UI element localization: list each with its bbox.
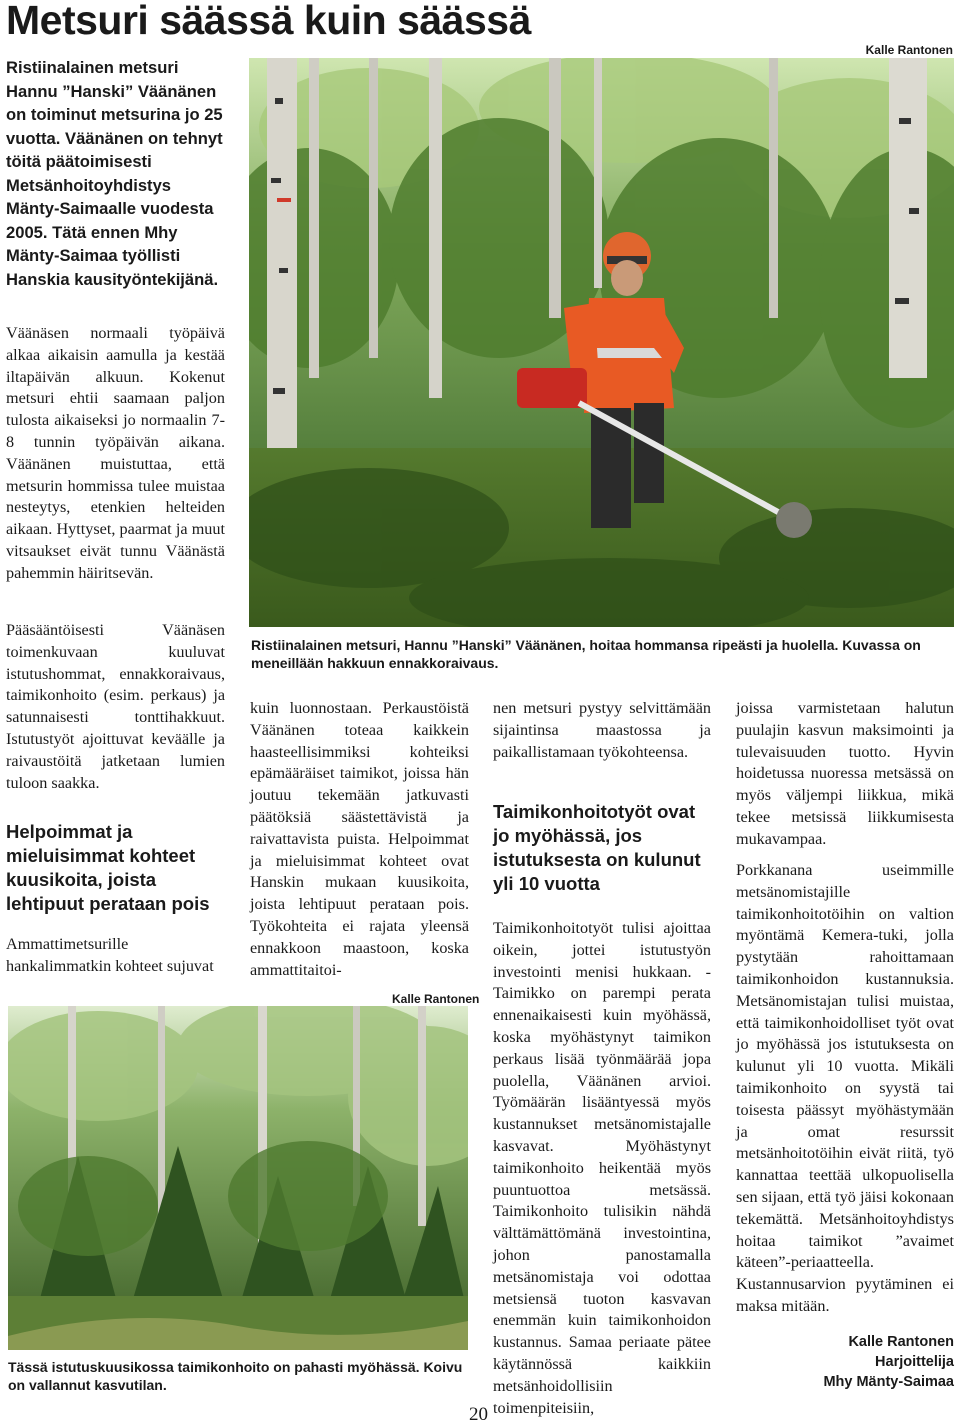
- author-role: Harjoittelija: [875, 1354, 954, 1370]
- author-name: Kalle Rantonen: [848, 1334, 954, 1350]
- photo-1-credit: Kalle Rantonen: [865, 43, 953, 57]
- column-3-paragraph-2: Taimikonhoitotyöt tulisi ajoittaa oikein, jottei istutustyön investointi menisi hukkaan. -Taimikko on parempi perata ennenaikaisesti kuin myöhässä, koska myöhästynyt taimikon perkaus lisää työnmäärää jopa puolella, Väänänen arvioi. Työmäärän lisääntyessä myös kustannukset metsänomistajalle kasvavat. Myöhästynyt taimikonhoito heikentää myös puuntuottoa metsässä. Taimikonhoito tulisikin nähdä välttämättömänä investointina, johon panostamalla metsänomistaja voi odottaa metsiensä tuoton kasvavan enemmän kuin taimikonhoidon kustannus. Samaa periaate pätee käytännössä kaikkiin metsänhoidollisiin toimenpiteisiin,: [493, 919, 711, 1417]
- column-3-paragraph-1: nen metsuri pystyy selvittämään sijaintinsa maastossa ja paikallistamaan työkohteensa.: [493, 699, 711, 761]
- author-organization: Mhy Mänty-Saimaa: [823, 1374, 954, 1390]
- photo-1-caption: Ristiinalainen metsuri, Hannu ”Hanski” Väänänen, hoitaa hommansa ripeästi ja huolella. Kuvassa on meneillään hakkuun ennakkoraivaus.: [251, 637, 921, 671]
- photo-2-credit: Kalle Rantonen: [392, 992, 480, 1006]
- column-4-paragraph-1: joissa varmistetaan halutun puulajin kasvun maksimointi ja tulevaisuuden tuotto. Hyvin hoidetussa nuoressa metsässä on myös väljempi liikkua, mikä tekee metsissä liikkumisesta mukavampaa.: [736, 699, 954, 848]
- page-number: 20: [469, 1404, 488, 1425]
- forest-worker-photo: [249, 58, 954, 627]
- column-3-subheading: Taimikonhoitotyöt ovat jo myöhässä, jos istutuksesta on kulunut yli 10 vuotta: [493, 801, 701, 894]
- author-signature: [736, 1332, 954, 1392]
- column-4-paragraph-2: Porkkanana useimmille metsänomistajille taimikonhoitotöihin on valtion myöntämä Kemera-tuki, jolla pystytään rahoittamaan taimikonhoidon kustannuksia. Metsänomistajan tulisi muistaa, että taimikonhoidolliset työt ovat jo myöhässä jos istutuksesta on kulunut yli 10 vuotta. Mikäli taimikonhoito on syystä tai toisesta päässyt myöhästymään ja omat resurssit metsänhoitotöihin eivät riitä, työ kannattaa teettää ulkopuolisella sen sijaan, että työ jäisi kokonaan tekemättä. Metsänhoitoyhdistys hoitaa taimikot ”avaimet käteen”-periaatteella. Kustannusarvion pyytäminen ei maksa mitään.: [736, 861, 954, 1315]
- lead-paragraph: Ristiinalainen metsuri Hannu ”Hanski” Väänänen on toiminut metsurina jo 25 vuotta. Väänänen on tehnyt töitä päätoimisesti Metsänhoitoyhdistys Mänty-Saimaalle vuodesta 2005. Tätä ennen Mhy Mänty-Saimaa työllisti Hanskia kausityöntekijänä.: [6, 58, 223, 289]
- photo-2-caption: Tässä istutuskuusikossa taimikonhoito on pahasti myöhässä. Koivu on vallannut kasvutilan.: [8, 1359, 463, 1393]
- column-1-paragraph-1: Väänäsen normaali työpäivä alkaa aikaisin aamulla ja kestää iltapäivän alkuun. Kokenut metsuri ehtii saamaan paljon tulosta aikaiseksi jo normaalin 7-8 tunnin työpäivän aikana. Väänänen muistuttaa, että metsurin hommissa tulee muistaa nesteytys, etenkien helteiden aikaan. Hyttyset, paarmat ja muut vitsaukset eivät tunnu Väänästä pahemmin häiritsevän.: [6, 324, 225, 582]
- column-1-paragraph-2: Pääsääntöisesti Väänäsen toimenkuvaan kuuluvat istutushommat, ennakkoraivaus, taimikonhoito (esim. perkaus) ja satunnaisesti tonttihakkuut. Istutustyöt ajoittuvat keväälle ja raivaustöitä jatketaan lumien tuloon saakka.: [6, 621, 225, 792]
- column-2-paragraph: kuin luonnostaan. Perkaustöistä Väänänen toteaa kaikkein haasteellisimmiksi kohteiksi epämääräiset taimikot, joissa hän joutuu tekemään jatkuvasti päätöksiä säästettävistä ja raivattavista puista. Helpoimmat ja mieluisimmat kohteet ovat Hanskin mukaan kuusikoita, joista lehtipuut perataan pois. Työkohteita ei rajata yleensä ennakkoon maastoon, koska ammattitaitoi-: [250, 699, 469, 979]
- spruce-plantation-photo: [8, 1006, 468, 1350]
- column-1-paragraph-3: Ammattimetsurille hankalimmatkin kohteet sujuvat: [6, 935, 214, 975]
- column-1-subheading: Helpoimmat ja mieluisimmat kohteet kuusikoita, joista lehtipuut perataan pois: [6, 821, 210, 914]
- page-headline: Metsuri säässä kuin säässä: [6, 0, 531, 43]
